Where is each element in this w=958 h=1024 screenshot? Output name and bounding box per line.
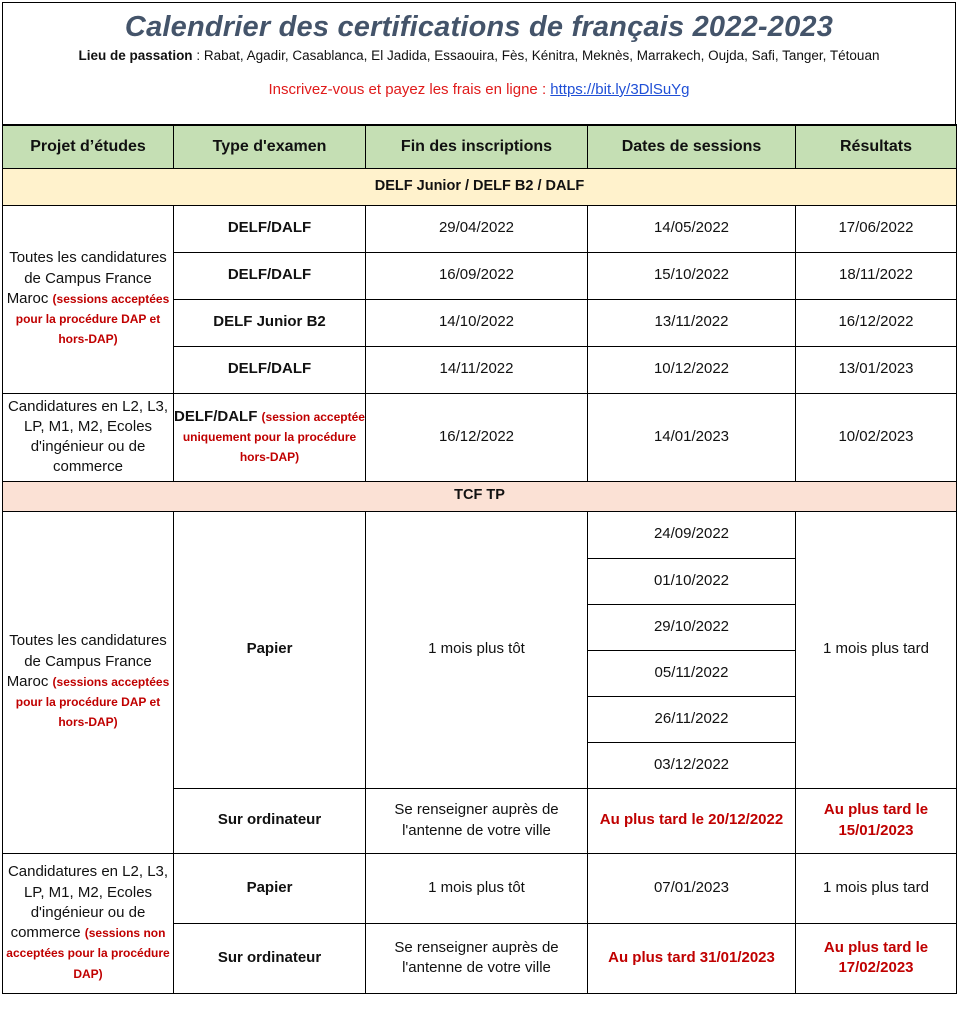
projet-text: Toutes les candidatures de Campus France Maroc bbox=[6, 632, 167, 690]
resultats: Au plus tard le 17/02/2023 bbox=[796, 923, 957, 993]
resultats: 1 mois plus tard bbox=[796, 853, 957, 923]
exam-type: DELF Junior B2 bbox=[174, 299, 366, 346]
lieu-line bbox=[3, 48, 955, 63]
exam-type-cell bbox=[174, 393, 366, 481]
header-row bbox=[3, 125, 957, 168]
table-row bbox=[3, 205, 957, 252]
fin-inscriptions: Se renseigner auprès de l'antenne de votre ville bbox=[366, 923, 588, 993]
projet-cell bbox=[3, 853, 174, 993]
exam-type: Papier bbox=[174, 853, 366, 923]
lieu-separator: : bbox=[192, 48, 204, 63]
resultats: 13/01/2023 bbox=[796, 346, 957, 393]
register-link[interactable]: https://bit.ly/3DlSuYg bbox=[550, 81, 690, 98]
projet-text: Toutes les candidatures de Campus France Maroc bbox=[6, 249, 167, 307]
resultats: 18/11/2022 bbox=[796, 252, 957, 299]
session-date: 05/11/2022 bbox=[588, 650, 796, 696]
fin-inscriptions: 14/11/2022 bbox=[366, 346, 588, 393]
fin-inscriptions: 1 mois plus tôt bbox=[366, 853, 588, 923]
header bbox=[2, 2, 956, 124]
exam-type: DELF/DALF bbox=[174, 252, 366, 299]
session-date: Au plus tard 31/01/2023 bbox=[588, 923, 796, 993]
session-date: 07/01/2023 bbox=[588, 853, 796, 923]
fin-inscriptions: 16/09/2022 bbox=[366, 252, 588, 299]
table-row bbox=[3, 511, 957, 558]
col-header-projet: Projet d’études bbox=[3, 125, 174, 168]
fin-inscriptions: 14/10/2022 bbox=[366, 299, 588, 346]
projet-text: Candidatures en L2, L3, LP, M1, M2, Ecoles d'ingénieur ou de commerce bbox=[7, 863, 169, 941]
section-title-delf: DELF Junior / DELF B2 / DALF bbox=[3, 168, 957, 205]
session-date: 14/05/2022 bbox=[588, 205, 796, 252]
fin-inscriptions: 1 mois plus tôt bbox=[366, 511, 588, 788]
table-row bbox=[3, 853, 957, 923]
projet-note: (sessions non acceptées pour la procédure DAP) bbox=[6, 926, 170, 981]
session-date: 24/09/2022 bbox=[588, 511, 796, 558]
register-text: Inscrivez-vous et payez les frais en ligne : bbox=[268, 81, 551, 98]
lieu-value: Rabat, Agadir, Casablanca, El Jadida, Essaouira, Fès, Kénitra, Meknès, Marrakech, Oujda, Safi, Tanger, Tétouan bbox=[203, 48, 880, 63]
exam-type: DELF/DALF bbox=[174, 346, 366, 393]
session-date: 29/10/2022 bbox=[588, 604, 796, 650]
session-date: 01/10/2022 bbox=[588, 558, 796, 604]
fin-inscriptions: 16/12/2022 bbox=[366, 393, 588, 481]
projet-note: (sessions acceptées pour la procédure DAP et hors-DAP) bbox=[15, 291, 170, 347]
section-band-tcf bbox=[3, 481, 957, 511]
projet-note: (sessions acceptées pour la procédure DAP et hors-DAP) bbox=[15, 674, 170, 730]
register-line bbox=[3, 81, 955, 98]
projet-cell: Candidatures en L2, L3, LP, M1, M2, Ecoles d'ingénieur ou de commerce bbox=[3, 393, 174, 481]
session-date: 14/01/2023 bbox=[588, 393, 796, 481]
col-header-resultats: Résultats bbox=[796, 125, 957, 168]
resultats: 10/02/2023 bbox=[796, 393, 957, 481]
fin-inscriptions: Se renseigner auprès de l'antenne de votre ville bbox=[366, 788, 588, 853]
exam-type: Sur ordinateur bbox=[174, 923, 366, 993]
col-header-dates: Dates de sessions bbox=[588, 125, 796, 168]
session-date: Au plus tard le 20/12/2022 bbox=[588, 788, 796, 853]
col-header-type: Type d'examen bbox=[174, 125, 366, 168]
exam-type: DELF/DALF bbox=[174, 205, 366, 252]
projet-cell bbox=[3, 511, 174, 853]
col-header-fin: Fin des inscriptions bbox=[366, 125, 588, 168]
exam-type-note: (session acceptée uniquement pour la procédure hors-DAP) bbox=[182, 409, 365, 465]
fin-inscriptions: 29/04/2022 bbox=[366, 205, 588, 252]
section-title-tcf: TCF TP bbox=[3, 481, 957, 511]
projet-cell bbox=[3, 205, 174, 393]
exam-type: Papier bbox=[174, 511, 366, 788]
table-row bbox=[3, 393, 957, 481]
resultats: 16/12/2022 bbox=[796, 299, 957, 346]
session-date: 03/12/2022 bbox=[588, 742, 796, 788]
exam-type: Sur ordinateur bbox=[174, 788, 366, 853]
section-band-delf bbox=[3, 168, 957, 205]
calendar-table bbox=[2, 124, 957, 994]
page-title: Calendrier des certifications de français 2022-2023 bbox=[124, 11, 834, 43]
session-date: 10/12/2022 bbox=[588, 346, 796, 393]
resultats: 1 mois plus tard bbox=[796, 511, 957, 788]
resultats: Au plus tard le 15/01/2023 bbox=[796, 788, 957, 853]
lieu-label: Lieu de passation bbox=[78, 48, 193, 63]
session-date: 13/11/2022 bbox=[588, 299, 796, 346]
session-date: 15/10/2022 bbox=[588, 252, 796, 299]
resultats: 17/06/2022 bbox=[796, 205, 957, 252]
session-date: 26/11/2022 bbox=[588, 696, 796, 742]
exam-type: DELF/DALF bbox=[174, 407, 258, 425]
